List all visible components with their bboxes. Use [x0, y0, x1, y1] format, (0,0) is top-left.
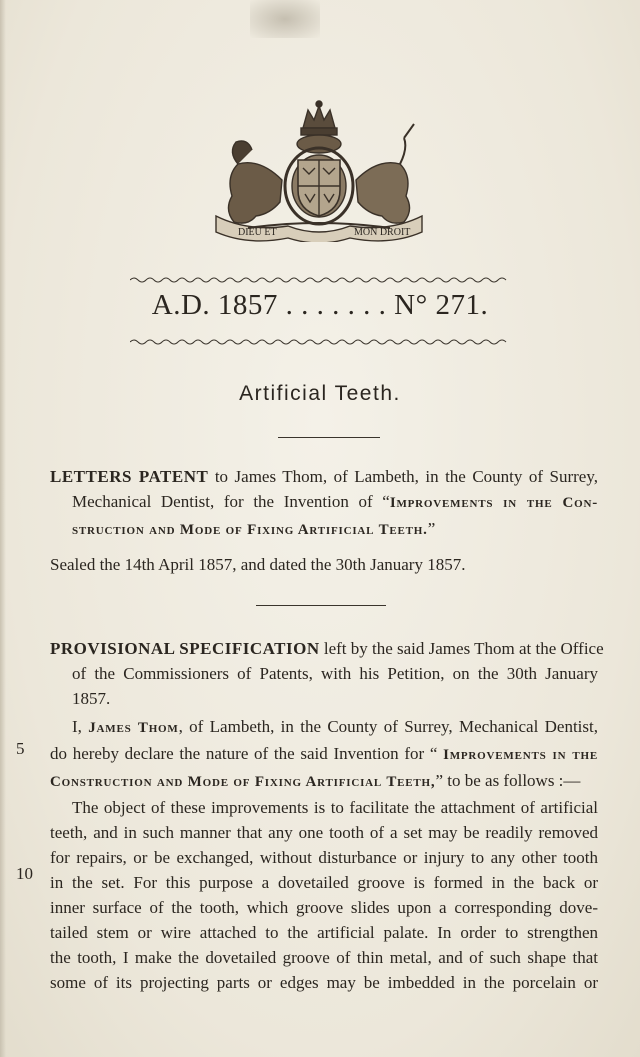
line-text: Mechanical Dentist, for the Invention of “ — [72, 492, 390, 511]
body-line: inner surface of the tooth, which groove slides upon a corresponding dove- — [50, 898, 598, 917]
line-text: of the Commissioners of Patents, with his Petition, on the 30th January — [72, 664, 598, 683]
page-edge-shadow — [0, 0, 6, 1057]
motto-right-text: MON DROIT — [354, 227, 411, 238]
patent-year: A.D. 1857 — [151, 289, 278, 321]
line-text: ” to be as follows :— — [435, 771, 581, 790]
line-text: to James Thom, of Lambeth, in the County of Surrey, — [208, 467, 598, 486]
paragraph-line — [50, 636, 604, 661]
body-line — [50, 768, 598, 795]
line-number: 5 — [16, 739, 25, 758]
provisional-heading: PROVISIONAL SPECIFICATION — [50, 639, 320, 658]
body-line: in the set. For this purpose a dovetailed groove is formed in the back or — [50, 873, 598, 892]
body-line: tailed stem or wire attached to the artificial palate. In order to strengthen — [50, 923, 598, 942]
letters-patent-heading: LETTERS PATENT — [50, 467, 209, 486]
divider-rule — [256, 605, 386, 606]
wavy-rule-bottom — [130, 338, 510, 346]
inventor-name: James Thom — [88, 720, 179, 736]
paragraph-line — [50, 516, 598, 543]
body-line: some of its projecting parts or edges may be imbedded in the porcelain or — [50, 973, 598, 992]
wavy-rule-top — [130, 276, 510, 284]
body-line: the tooth, I make the dovetailed groove of thin metal, and of such shape that — [50, 948, 598, 967]
royal-coat-of-arms-icon — [208, 98, 430, 242]
line-text: do hereby declare the nature of the said Invention for “ — [50, 744, 444, 763]
invention-title-part: Construction and Mode of Fixing Artificial Teeth, — [50, 774, 436, 790]
body-line: The object of these improvements is to facilitate the attachment of artificial — [72, 798, 598, 817]
divider-rule — [278, 437, 380, 438]
body-line — [50, 714, 598, 741]
line-number: 10 — [16, 864, 33, 883]
leader-dots: . . . . . . . — [285, 289, 387, 321]
invention-title-part: struction and Mode of Fixing Artificial Teeth. — [72, 522, 428, 538]
line-text: 1857. — [72, 689, 111, 708]
specification-body — [50, 714, 598, 995]
line-text: , of Lambeth, in the County of Surrey, Mechanical Dentist, — [178, 717, 598, 736]
paragraph-line — [50, 661, 598, 686]
document-title: Artificial Teeth. — [239, 382, 401, 405]
line-text: I, — [72, 717, 89, 736]
sealed-date-line: Sealed the 14th April 1857, and dated the 30th January 1857. — [50, 555, 466, 574]
paragraph-line — [50, 686, 598, 711]
invention-title-part: Improvements in the — [443, 747, 598, 763]
patent-number: N° 271. — [394, 289, 489, 321]
body-line: for repairs, or be exchanged, without disturbance or injury to any other tooth — [50, 848, 598, 867]
body-line — [50, 741, 598, 768]
paragraph-line — [50, 489, 598, 516]
ink-smudge — [250, 0, 320, 38]
motto-left-text: DIEU ET — [238, 227, 277, 238]
patent-number-line — [0, 289, 640, 322]
line-text: ” — [427, 519, 436, 538]
provisional-specification-paragraph — [50, 636, 604, 711]
letters-patent-paragraph — [50, 464, 598, 543]
invention-title-part: Improvements in the Con- — [389, 495, 598, 511]
paragraph-line — [50, 464, 598, 489]
line-text: left by the said James Thom at the Office — [319, 639, 604, 658]
body-line: teeth, and in such manner that any one tooth of a set may be readily removed — [50, 823, 598, 842]
